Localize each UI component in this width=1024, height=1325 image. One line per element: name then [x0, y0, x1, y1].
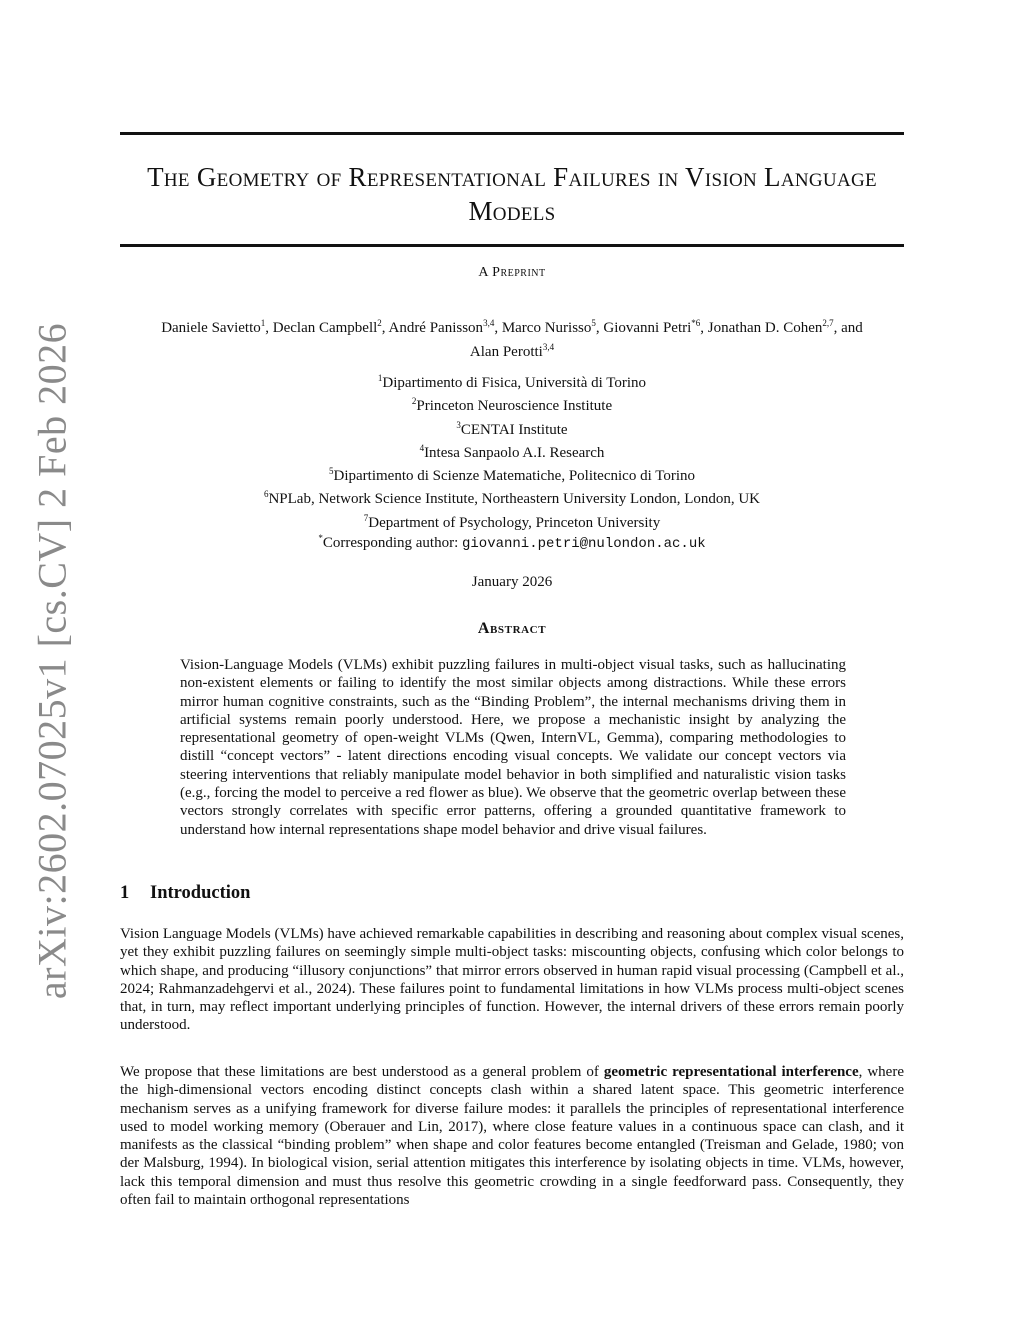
corresponding-author [120, 533, 904, 552]
section-heading-introduction [120, 883, 904, 904]
author-affiliation-mark: 3,4 [483, 318, 495, 328]
affiliation-item [120, 485, 904, 508]
affiliation-item [120, 369, 904, 392]
affiliation-number: 2 [411, 396, 417, 407]
affiliation-list [120, 369, 904, 532]
author-affiliation-mark: 3,4 [542, 342, 555, 352]
affiliation-item [120, 462, 904, 485]
paragraph-2-rest: , where the high-dimensional vectors encoding distinct concepts clash within a shared latent space. This geometric interference mechanism serves as a unifying framework for diverse failure modes: it parallels the principles of representational interference used to model working memory (Oberauer and Lin, 2017), where close feature values in a continuous space can clash, and it manifests as the classical “binding problem” when shape and color features become entangled (Treisman and Gelade, 1980; von der Malsburg, 1994). In biological vision, serial attention mitigates this interference by isolating objects in time. VLMs, however, lack this temporal dimension and must thus resolve this geometric crowding in a single feedforward pass. Consequently, they often fail to maintain orthogonal representations [120, 1064, 904, 1209]
affiliation-text: NPLab, Network Science Institute, Northeastern University London, London, UK [268, 491, 761, 508]
affiliation-text: Dipartimento di Fisica, Università di Torino [382, 375, 647, 391]
author-affiliation-mark: 5 [591, 318, 596, 328]
affiliation-number: 6 [263, 489, 269, 500]
affiliation-number: 3 [456, 419, 461, 430]
corresponding-email[interactable]: giovanni.petri@nulondon.ac.uk [462, 536, 706, 552]
affiliation-text: Department of Psychology, Princeton University [368, 514, 661, 531]
abstract-heading: Abstract [477, 620, 547, 637]
author-separator: , [700, 320, 708, 336]
corresponding-label: Corresponding author: [322, 535, 462, 551]
author-list [120, 314, 904, 362]
author-name: Declan Campbell [272, 320, 378, 336]
arxiv-identifier: arXiv:2602.07025v1 [cs.CV] 2 Feb 2026 [29, 322, 75, 1000]
preprint-label: A Preprint [478, 265, 546, 280]
author-affiliation-mark: *6 [691, 318, 701, 328]
author-name: Jonathan D. Cohen [707, 320, 823, 336]
title-rule-top [120, 132, 904, 135]
author-name: Marco Nurisso [501, 320, 592, 336]
affiliation-text: Princeton Neuroscience Institute [416, 398, 613, 415]
affiliation-number: 5 [329, 466, 334, 477]
author-separator: , [595, 320, 604, 336]
section-title: Introduction [150, 883, 251, 903]
author-separator: , and [833, 320, 863, 336]
author-name: Daniele Savietto [161, 320, 261, 336]
affiliation-item [120, 439, 904, 462]
affiliation-number: 1 [377, 373, 383, 383]
affiliation-number: 7 [363, 512, 369, 523]
affiliation-text: CENTAI Institute [460, 421, 568, 438]
title-rule-bottom [120, 244, 904, 247]
author-separator: , [381, 320, 389, 336]
affiliation-text: Dipartimento di Scienze Matematiche, Politecnico di Torino [333, 468, 695, 485]
abstract-text: Vision-Language Models (VLMs) exhibit puzzling failures in multi-object visual tasks, such as hallucinating non-existent elements or failing to identify the most similar objects among distractions. While these errors mirror human cognitive constraints, such as the “Binding Problem”, the internal mechanisms driving them in artificial systems remain poorly understood. Here, we propose a mechanistic insight by analyzing the representational geometry of open-weight VLMs (Qwen, InternVL, Gemma), comparing methodologies to distill “concept vectors” - latent directions encoding visual concepts. We validate our concept vectors via steering interventions that reliably manipulate model behavior in both simplified and naturalistic vision tasks (e.g., forcing the model to perceive a red flower as blue). We observe that the geometric overlap between these vectors strongly correlates with specific error patterns, offering a grounded quantitative framework to understand how internal representations shape model behavior and drive visual failures. [180, 657, 846, 838]
paragraph-2-start: We propose that these limitations are best understood as a general problem of [120, 1064, 604, 1080]
publication-date: January 2026 [471, 574, 553, 590]
author-separator: , [494, 320, 502, 336]
affiliation-number: 4 [419, 442, 425, 453]
author-name: Giovanni Petri [603, 320, 692, 336]
affiliation-item [120, 509, 904, 532]
author-name: André Panisson [388, 320, 484, 336]
paragraph-2-emphasis: geometric representational interference [603, 1064, 859, 1080]
affiliation-item [120, 416, 904, 439]
intro-paragraph-1: Vision Language Models (VLMs) have achieved remarkable capabilities in describing and reasoning about complex visual scenes, yet they exhibit puzzling failures on seemingly simple multi-object tasks: miscounting objects, confusing which color belongs to which shape, and producing “illusory conjunctions” that mirror errors observed in human rapid visual processing (Campbell et al., 2024; Rahmanzadehgervi et al., 2024). These failures point to fundamental limitations in how VLMs process multi-object scenes that, in turn, may reflect important underlying principles of function. However, the internal drivers of these errors remain poorly understood. [120, 926, 904, 1034]
author-affiliation-mark: 1 [260, 318, 266, 328]
author-affiliation-mark: 2 [377, 318, 382, 328]
author-affiliation-mark: 2,7 [822, 318, 834, 328]
affiliation-text: Intesa Sanpaolo A.I. Research [424, 444, 605, 461]
affiliation-item [120, 392, 904, 415]
corresponding-mark: * [318, 533, 323, 543]
author-separator: , [265, 320, 273, 336]
author-name: Alan Perotti [469, 344, 543, 360]
intro-paragraph-2 [120, 1063, 904, 1209]
paper-title: The Geometry of Representational Failures in Vision Language Models [147, 162, 877, 226]
section-number: 1 [120, 883, 130, 903]
